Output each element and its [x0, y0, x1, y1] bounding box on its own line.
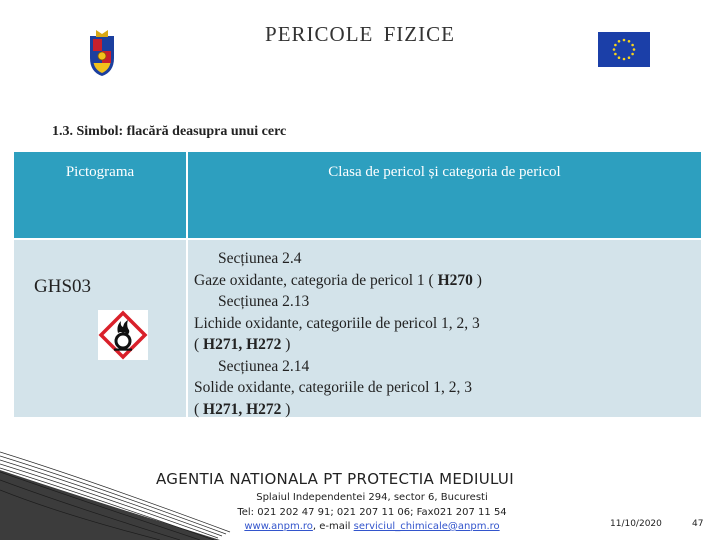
hazard-line — [194, 291, 482, 313]
page-title: PERICOLE FIZICE — [265, 22, 455, 46]
hazard-line — [194, 270, 482, 292]
header-pictogram-label: Pictograma — [65, 164, 135, 180]
hazard-line-text: Secțiunea 2.4 — [218, 250, 302, 267]
hazard-line — [194, 248, 482, 270]
hazard-statement-code: H270 — [437, 271, 473, 289]
hazard-line-end: ) — [472, 271, 482, 289]
hazard-table — [14, 152, 701, 417]
website-link[interactable]: www.anpm.ro — [244, 521, 313, 532]
pictogram-cell — [14, 240, 186, 417]
hazard-line — [194, 334, 482, 356]
header-cell-pictogram — [14, 152, 186, 238]
hazard-line-end: ) — [281, 336, 291, 353]
ghs-code: GHS03 — [34, 276, 92, 297]
hazard-line-text: Secțiunea 2.14 — [218, 357, 310, 375]
hazard-line-text: Secțiunea 2.13 — [218, 293, 310, 310]
section-subtitle: 1.3. Simbol: flacără deasupra unui cerc — [52, 124, 287, 139]
email-label: , e-mail — [312, 521, 354, 532]
hazard-line-end: ) — [281, 400, 291, 418]
agency-name: AGENTIA NATIONALA PT PROTECTIA MEDIULUI — [156, 470, 514, 488]
hazard-line — [194, 399, 482, 421]
hazard-statement-code: H271, H272 — [203, 400, 282, 418]
eu-flag-logo — [598, 32, 650, 67]
hazard-line — [194, 377, 482, 399]
agency-phone: Tel: 021 202 47 91; 021 207 11 06; Fax021 207 11 54 — [237, 507, 507, 518]
hazard-line — [194, 313, 482, 335]
hazard-line-text: ( — [194, 400, 204, 418]
hazard-line-text: Gaze oxidante, categoria de pericol 1 ( — [194, 271, 438, 289]
hazard-line-text: Lichide oxidante, categoriile de pericol 1, 2, 3 — [194, 314, 480, 332]
hazard-class-cell — [188, 240, 701, 417]
agency-address: Splaiul Independentei 294, sector 6, Bucuresti — [256, 492, 488, 503]
romania-coat-of-arms-logo — [84, 28, 120, 78]
hazard-line — [194, 356, 482, 378]
hazard-statement-code: H271, H272 — [203, 336, 282, 353]
header-class-label: Clasa de pericol și categoria de pericol — [328, 164, 561, 180]
hazard-line-text: ( — [194, 336, 204, 353]
slide-date: 11/10/2020 — [610, 519, 662, 529]
slide-number: 47 — [692, 519, 704, 529]
header-cell-class — [188, 152, 701, 238]
email-link[interactable]: serviciul_chimicale@anpm.ro — [353, 521, 500, 532]
hazard-line-text: Solide oxidante, categoriile de pericol 1, 2, 3 — [194, 379, 473, 396]
flame-over-circle-icon — [98, 310, 148, 360]
hazard-class-list — [194, 248, 482, 420]
